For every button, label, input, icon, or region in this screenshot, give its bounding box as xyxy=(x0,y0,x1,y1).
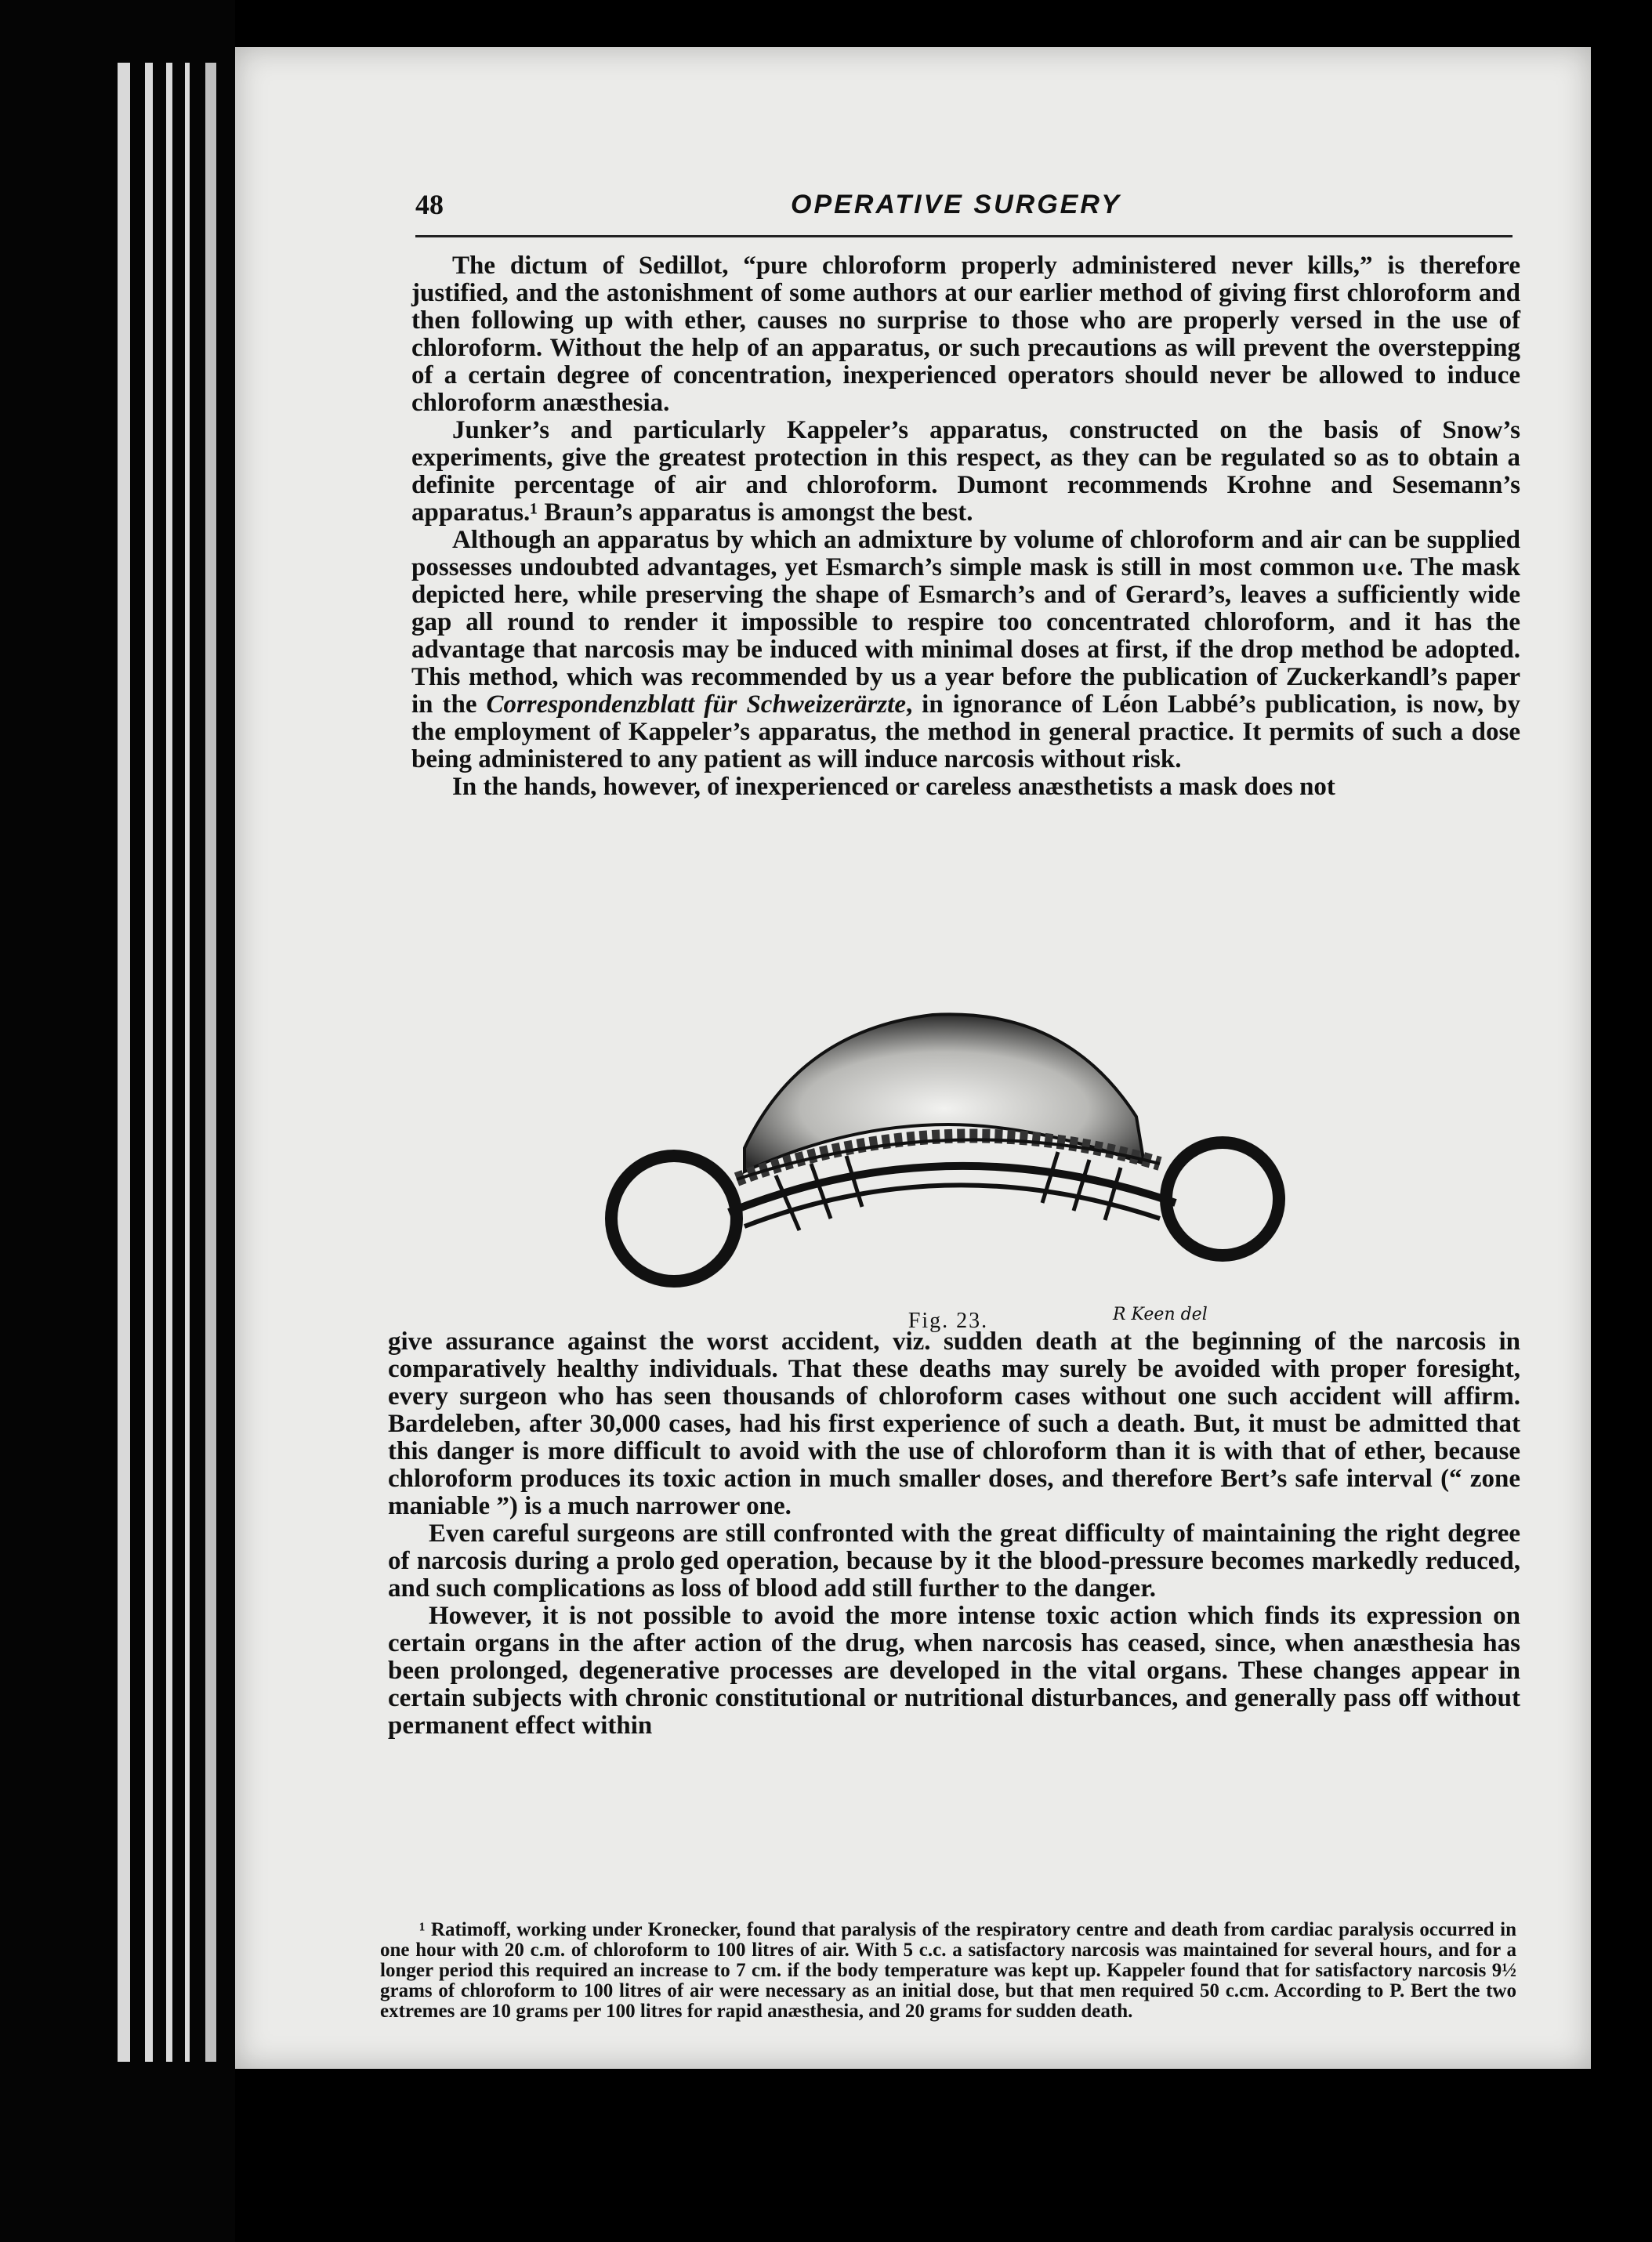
paragraph-text: , in ignorance of Léon Labbé’s publication, is now, by the employment of Kappeler’s apparatus, the method in general practice. It permits of such a dose being administered to any patient as will induce narcosis without risk. xyxy=(411,690,1520,773)
paragraph: Junker’s and particularly Kappeler’s apparatus, constructed on the basis of Snow’s experiments, give the greatest protection in this respect, as they can be regulated so as to obtain a definite percentage of air and chloroform. Dumont recommends Krohne and Sesemann’s apparatus.¹ Braun’s apparatus is amongst the best. xyxy=(411,416,1520,527)
spine-stripe xyxy=(185,63,190,2062)
footnotes xyxy=(380,1920,1516,2022)
paragraph: In the hands, however, of inexperienced or careless anæsthetists a mask does not xyxy=(452,773,1335,801)
figure-caption: Fig. 23. xyxy=(908,1309,989,1333)
footnote: ¹ Ratimoff, working under Kronecker, found that paralysis of the respiratory centre and death from cardiac paralysis occurred in one hour with 20 c.m. of chloroform to 100 litres of air. With 5 c.c. a satisfactory narcosis was maintained for several hours, and for a longer period this required an increase to 7 cm. if the body temperature was kept up. Kappeler found that for satisfactory narcosis 9½ grams of chloroform to 100 litres of air were necessary as an initial dose, but that men required 50 c.cm. According to P. Bert the two extremes are 10 grams per 100 litres for rapid anæsthesia, and 20 grams for sudden death. xyxy=(380,1919,1516,2022)
book-page xyxy=(235,47,1591,2069)
spine-stripe xyxy=(145,63,153,2062)
figure-23 xyxy=(596,1007,1301,1352)
paragraph: give assurance against the worst accident, viz. sudden death at the beginning of the narcosis in comparatively healthy individuals. That these deaths may surely be avoided with proper foresight, every surgeon who has seen thousands of chloroform cases without one such accident will affirm. Bardeleben, after 30,000 cases, had his first experience of such a death. But, it must be admitted that this danger is more difficult to avoid with the use of chloroform than it is with that of ether, because chloroform produces its toxic action in much smaller doses, and therefore Bert’s safe interval (“ zone maniable ”) is a much narrower one. xyxy=(388,1327,1520,1520)
journal-title: Correspondenzblatt für Schweizerärzte xyxy=(486,690,906,719)
body-text-top xyxy=(411,252,1520,801)
chloroform-mask-illustration xyxy=(596,1007,1301,1305)
spine-stripe xyxy=(166,63,172,2062)
book-spine xyxy=(0,0,235,2242)
spine-stripe xyxy=(118,63,130,2062)
paragraph: The dictum of Sedillot, “pure chloroform properly administered never kills,” is therefore justified, and the astonishment of some authors at our earlier method of giving first chloroform and then following up with ether, causes no surprise to those who are properly versed in the use of chloroform. Without the help of an apparatus, or such precautions as will prevent the overstepping of a certain degree of concentration, inexperienced operators should never be allowed to induce chloroform anæsthesia. xyxy=(411,252,1520,417)
spine-stripe xyxy=(205,63,216,2062)
artist-signature: R Keen del xyxy=(1113,1305,1208,1324)
page-header xyxy=(415,188,1497,235)
header-rule xyxy=(415,235,1513,237)
paragraph-text: Although an apparatus by which an admixture by volume of chloroform and air can be supplied possesses undoubted advantages, yet Esmarch’s simple mask is still in most common u‹e. The mask depicted here, while preserving the shape of Esmarch’s and of Gerard’s, leaves a sufficiently wide gap all round to render it impossible to respire too concentrated chloroform, and it has the advantage that narcosis may be induced with minimal doses at first, if the drop method be adopted. This method, which was recommended by us a year before the publication of Zuckerkandl’s paper in the xyxy=(411,526,1520,719)
paragraph: However, it is not possible to avoid the more intense toxic action which finds its expression on certain organs in the after action of the drug, when narcosis has ceased, since, when anæsthesia has been prolonged, degenerative processes are developed in the vital organs. These changes appear in certain subjects with chronic constitutional or nutritional disturbances, and generally pass off without permanent effect within xyxy=(388,1602,1520,1740)
body-text-bottom xyxy=(388,1328,1520,1740)
page-number: 48 xyxy=(415,189,444,220)
paragraph xyxy=(411,527,1520,773)
running-title: OPERATIVE SURGERY xyxy=(791,190,1121,219)
paragraph: Even careful surgeons are still confronted with the great difficulty of maintaining the right degree of narcosis during a prolo ged operation, because by it the blood-pressure becomes markedly reduced, and such complications as loss of blood add still further to the danger. xyxy=(388,1519,1520,1603)
